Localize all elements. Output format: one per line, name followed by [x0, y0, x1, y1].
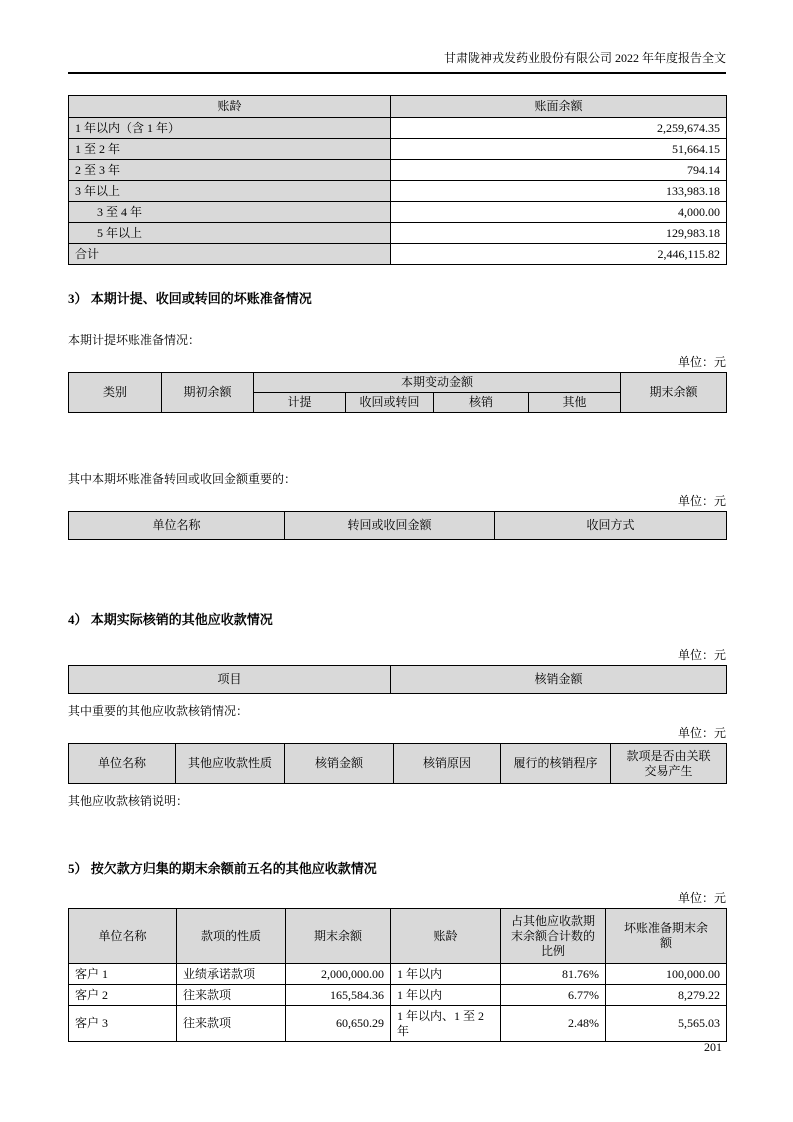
table-header-row	[69, 373, 727, 393]
table-row	[69, 1006, 727, 1042]
aging-cell: 1 年以内	[391, 964, 501, 985]
unit-label: 单位：元	[677, 891, 726, 905]
proportion-column-header: 占其他应收款期末余额合计数的比例	[501, 909, 606, 964]
section3-heading: 3） 本期计提、收回或转回的坏账准备情况	[68, 291, 312, 306]
accrual-column-header: 计提	[254, 393, 346, 413]
recovered-column-header: 收回或转回	[346, 393, 434, 413]
bad-debt-cell: 8,279.22	[606, 985, 727, 1006]
aging-value-cell: 133,983.18	[391, 181, 727, 202]
table-header-row	[69, 96, 727, 118]
writeoff-procedure-column-header: 履行的核销程序	[501, 744, 611, 784]
table-row	[69, 160, 727, 181]
table-row	[69, 964, 727, 985]
aging-value-cell: 129,983.18	[391, 223, 727, 244]
unit-label: 单位：元	[677, 648, 726, 662]
current-change-group-header: 本期变动金额	[254, 373, 621, 393]
table-header-row	[69, 512, 727, 540]
aging-cell: 1 年以内	[391, 985, 501, 1006]
balance-column-header: 账面余额	[391, 96, 727, 118]
item-column-header: 项目	[69, 666, 391, 694]
balance-cell: 60,650.29	[286, 1006, 391, 1042]
page-number: 201	[704, 1040, 722, 1054]
bad-debt-cell: 5,565.03	[606, 1006, 727, 1042]
unit-name-column-header: 单位名称	[69, 909, 177, 964]
section5-heading: 5） 按欠款方归集的期末余额前五名的其他应收款情况	[68, 861, 377, 876]
related-party-column-header: 款项是否由关联交易产生	[611, 744, 727, 784]
proportion-cell: 81.76%	[501, 964, 606, 985]
category-column-header: 类别	[69, 373, 162, 413]
customer-name-cell: 客户 2	[69, 985, 177, 1006]
proportion-cell: 6.77%	[501, 985, 606, 1006]
writeoff-table	[68, 665, 727, 694]
aging-column-header: 账龄	[69, 96, 391, 118]
aging-label-cell: 1 年以内（含 1 年）	[69, 118, 391, 139]
unit-name-column-header: 单位名称	[69, 744, 176, 784]
table-row	[69, 985, 727, 1006]
aging-label-cell: 2 至 3 年	[69, 160, 391, 181]
unit-name-column-header: 单位名称	[69, 512, 285, 540]
aging-label-cell: 3 年以上	[69, 181, 391, 202]
recovery-method-column-header: 收回方式	[495, 512, 727, 540]
aging-column-header: 账龄	[391, 909, 501, 964]
beginning-balance-column-header: 期初余额	[162, 373, 254, 413]
customer-name-cell: 客户 1	[69, 964, 177, 985]
section4-note: 其他应收款核销说明：	[68, 794, 189, 808]
aging-value-cell: 794.14	[391, 160, 727, 181]
other-column-header: 其他	[529, 393, 621, 413]
table-total-row	[69, 244, 727, 265]
section3-intro-text: 本期计提坏账准备情况：	[68, 333, 201, 347]
provision-change-table	[68, 372, 727, 413]
customer-name-cell: 客户 3	[69, 1006, 177, 1042]
unit-label: 单位：元	[677, 494, 726, 508]
nature-cell: 往来款项	[177, 985, 286, 1006]
unit-label: 单位：元	[677, 726, 726, 740]
writeoff-reason-column-header: 核销原因	[394, 744, 501, 784]
balance-cell: 2,000,000.00	[286, 964, 391, 985]
recovery-table	[68, 511, 727, 540]
aging-value-cell: 51,664.15	[391, 139, 727, 160]
aging-label-cell: 1 至 2 年	[69, 139, 391, 160]
proportion-cell: 2.48%	[501, 1006, 606, 1042]
section4-heading: 4） 本期实际核销的其他应收款情况	[68, 612, 273, 627]
bad-debt-column-header: 坏账准备期末余额	[606, 909, 727, 964]
report-title: 甘肃陇神戎发药业股份有限公司 2022 年年度报告全文	[443, 51, 726, 65]
aging-total-value-cell: 2,446,115.82	[391, 244, 727, 265]
writeoff-column-header: 核销	[434, 393, 529, 413]
table-row	[69, 181, 727, 202]
nature-cell: 业绩承诺款项	[177, 964, 286, 985]
writeoff-amount-column-header: 核销金额	[285, 744, 394, 784]
important-writeoff-table	[68, 743, 727, 784]
bad-debt-cell: 100,000.00	[606, 964, 727, 985]
table-header-row	[69, 909, 727, 964]
top5-receivables-table	[68, 908, 727, 1042]
aging-total-label-cell: 合计	[69, 244, 391, 265]
aging-value-cell: 4,000.00	[391, 202, 727, 223]
table-row	[69, 202, 727, 223]
table-header-row	[69, 666, 727, 694]
aging-label-cell: 5 年以上	[69, 223, 391, 244]
balance-cell: 165,584.36	[286, 985, 391, 1006]
section4-important-note: 其中重要的其他应收款核销情况：	[68, 704, 249, 718]
aging-value-cell: 2,259,674.35	[391, 118, 727, 139]
section3-important-note: 其中本期坏账准备转回或收回金额重要的：	[68, 472, 297, 486]
aging-balance-table	[68, 95, 727, 265]
table-row	[69, 139, 727, 160]
aging-label-cell: 3 至 4 年	[69, 202, 391, 223]
nature-cell: 往来款项	[177, 1006, 286, 1042]
recovery-amount-column-header: 转回或收回金额	[285, 512, 495, 540]
page-header	[68, 0, 726, 74]
payment-nature-column-header: 款项的性质	[177, 909, 286, 964]
table-row	[69, 223, 727, 244]
unit-label: 单位：元	[677, 355, 726, 369]
table-header-row	[69, 744, 727, 784]
receivable-nature-column-header: 其他应收款性质	[176, 744, 285, 784]
writeoff-amount-column-header: 核销金额	[391, 666, 727, 694]
table-row	[69, 118, 727, 139]
aging-cell: 1 年以内、1 至 2 年	[391, 1006, 501, 1042]
ending-balance-column-header: 期末余额	[621, 373, 727, 413]
ending-balance-column-header: 期末余额	[286, 909, 391, 964]
